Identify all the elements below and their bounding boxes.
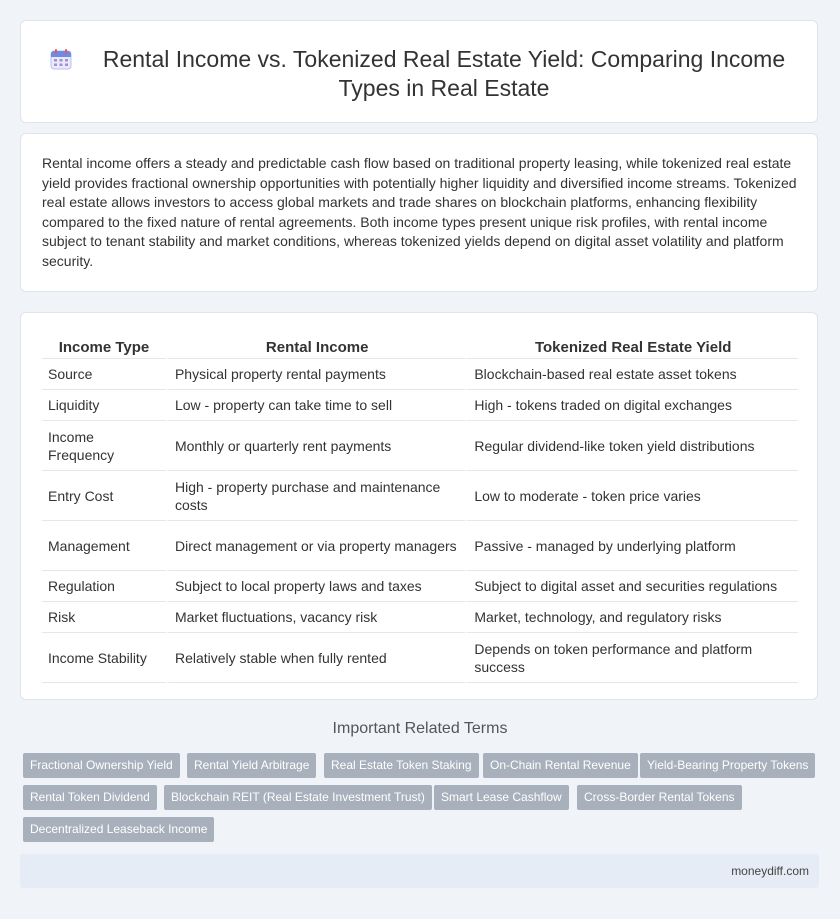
related-terms-heading: Important Related Terms bbox=[332, 720, 508, 737]
header-income-type: Income Type bbox=[42, 334, 166, 359]
table-row bbox=[42, 571, 798, 602]
comparison-table bbox=[42, 334, 798, 683]
table-row bbox=[42, 359, 798, 390]
header-tokenized-yield: Tokenized Real Estate Yield bbox=[465, 334, 798, 359]
row-label: Liquidity bbox=[42, 390, 166, 421]
rental-cell: Relatively stable when fully rented bbox=[166, 633, 465, 683]
related-term-tag[interactable]: Yield-Bearing Property Tokens bbox=[640, 753, 815, 778]
page-title: Rental Income vs. Tokenized Real Estate Yield: Comparing Income Types in Real Estate bbox=[102, 46, 786, 101]
related-term-tag[interactable]: On-Chain Rental Revenue bbox=[483, 753, 638, 778]
related-term-tag[interactable]: Rental Token Dividend bbox=[23, 785, 157, 810]
rental-cell: Physical property rental payments bbox=[166, 359, 465, 390]
calendar-icon bbox=[49, 47, 73, 71]
related-term-tag[interactable]: Fractional Ownership Yield bbox=[23, 753, 180, 778]
site-name[interactable]: moneydiff.com bbox=[731, 864, 809, 878]
tokenized-cell: Passive - managed by underlying platform bbox=[465, 521, 798, 571]
related-term-tag[interactable]: Real Estate Token Staking bbox=[324, 753, 479, 778]
tokenized-cell: Low to moderate - token price varies bbox=[465, 471, 798, 521]
tokenized-cell: Market, technology, and regulatory risks bbox=[465, 602, 798, 633]
related-term-tag[interactable]: Cross-Border Rental Tokens bbox=[577, 785, 742, 810]
rental-cell: Direct management or via property managers bbox=[166, 521, 465, 571]
tokenized-cell: Blockchain-based real estate asset tokens bbox=[465, 359, 798, 390]
footer bbox=[20, 854, 819, 888]
table-row bbox=[42, 471, 798, 521]
table-row bbox=[42, 521, 798, 571]
rental-cell: Market fluctuations, vacancy risk bbox=[166, 602, 465, 633]
table-row bbox=[42, 390, 798, 421]
table-row bbox=[42, 602, 798, 633]
row-label: Regulation bbox=[42, 571, 166, 602]
row-label: Entry Cost bbox=[42, 471, 166, 521]
related-term-tag[interactable]: Blockchain REIT (Real Estate Investment Trust) bbox=[164, 785, 432, 810]
tokenized-cell: High - tokens traded on digital exchanges bbox=[465, 390, 798, 421]
header-rental-income: Rental Income bbox=[166, 334, 465, 359]
rental-cell: High - property purchase and maintenance costs bbox=[166, 471, 465, 521]
row-label: Risk bbox=[42, 602, 166, 633]
rental-cell: Low - property can take time to sell bbox=[166, 390, 465, 421]
row-label: Income Frequency bbox=[42, 421, 166, 471]
intro-paragraph: Rental income offers a steady and predictable cash flow based on traditional property leasing, while tokenized real estate yield provides fractional ownership opportunities with potentially higher liquidity and diversified income streams. Tokenized real estate allows investors to access global markets and trade shares on blockchain platforms, enhancing flexibility compared to the fixed nature of rental agreements. Both income types present unique risk profiles, with rental income subject to tenant stability and market conditions, whereas tokenized yields depend on digital asset volatility and platform security. bbox=[42, 155, 797, 269]
table-header-row bbox=[42, 334, 798, 359]
table-row bbox=[42, 421, 798, 471]
row-label: Income Stability bbox=[42, 633, 166, 683]
intro-card bbox=[20, 133, 818, 292]
related-term-tag[interactable]: Decentralized Leaseback Income bbox=[23, 817, 214, 842]
title-card bbox=[20, 20, 818, 123]
table-row bbox=[42, 633, 798, 683]
row-label: Source bbox=[42, 359, 166, 390]
tokenized-cell: Regular dividend-like token yield distributions bbox=[465, 421, 798, 471]
comparison-table-card bbox=[20, 312, 818, 700]
rental-cell: Monthly or quarterly rent payments bbox=[166, 421, 465, 471]
related-term-tag[interactable]: Rental Yield Arbitrage bbox=[187, 753, 316, 778]
related-term-tag[interactable]: Smart Lease Cashflow bbox=[434, 785, 569, 810]
tokenized-cell: Depends on token performance and platform success bbox=[465, 633, 798, 683]
rental-cell: Subject to local property laws and taxes bbox=[166, 571, 465, 602]
tokenized-cell: Subject to digital asset and securities regulations bbox=[465, 571, 798, 602]
row-label: Management bbox=[42, 521, 166, 571]
